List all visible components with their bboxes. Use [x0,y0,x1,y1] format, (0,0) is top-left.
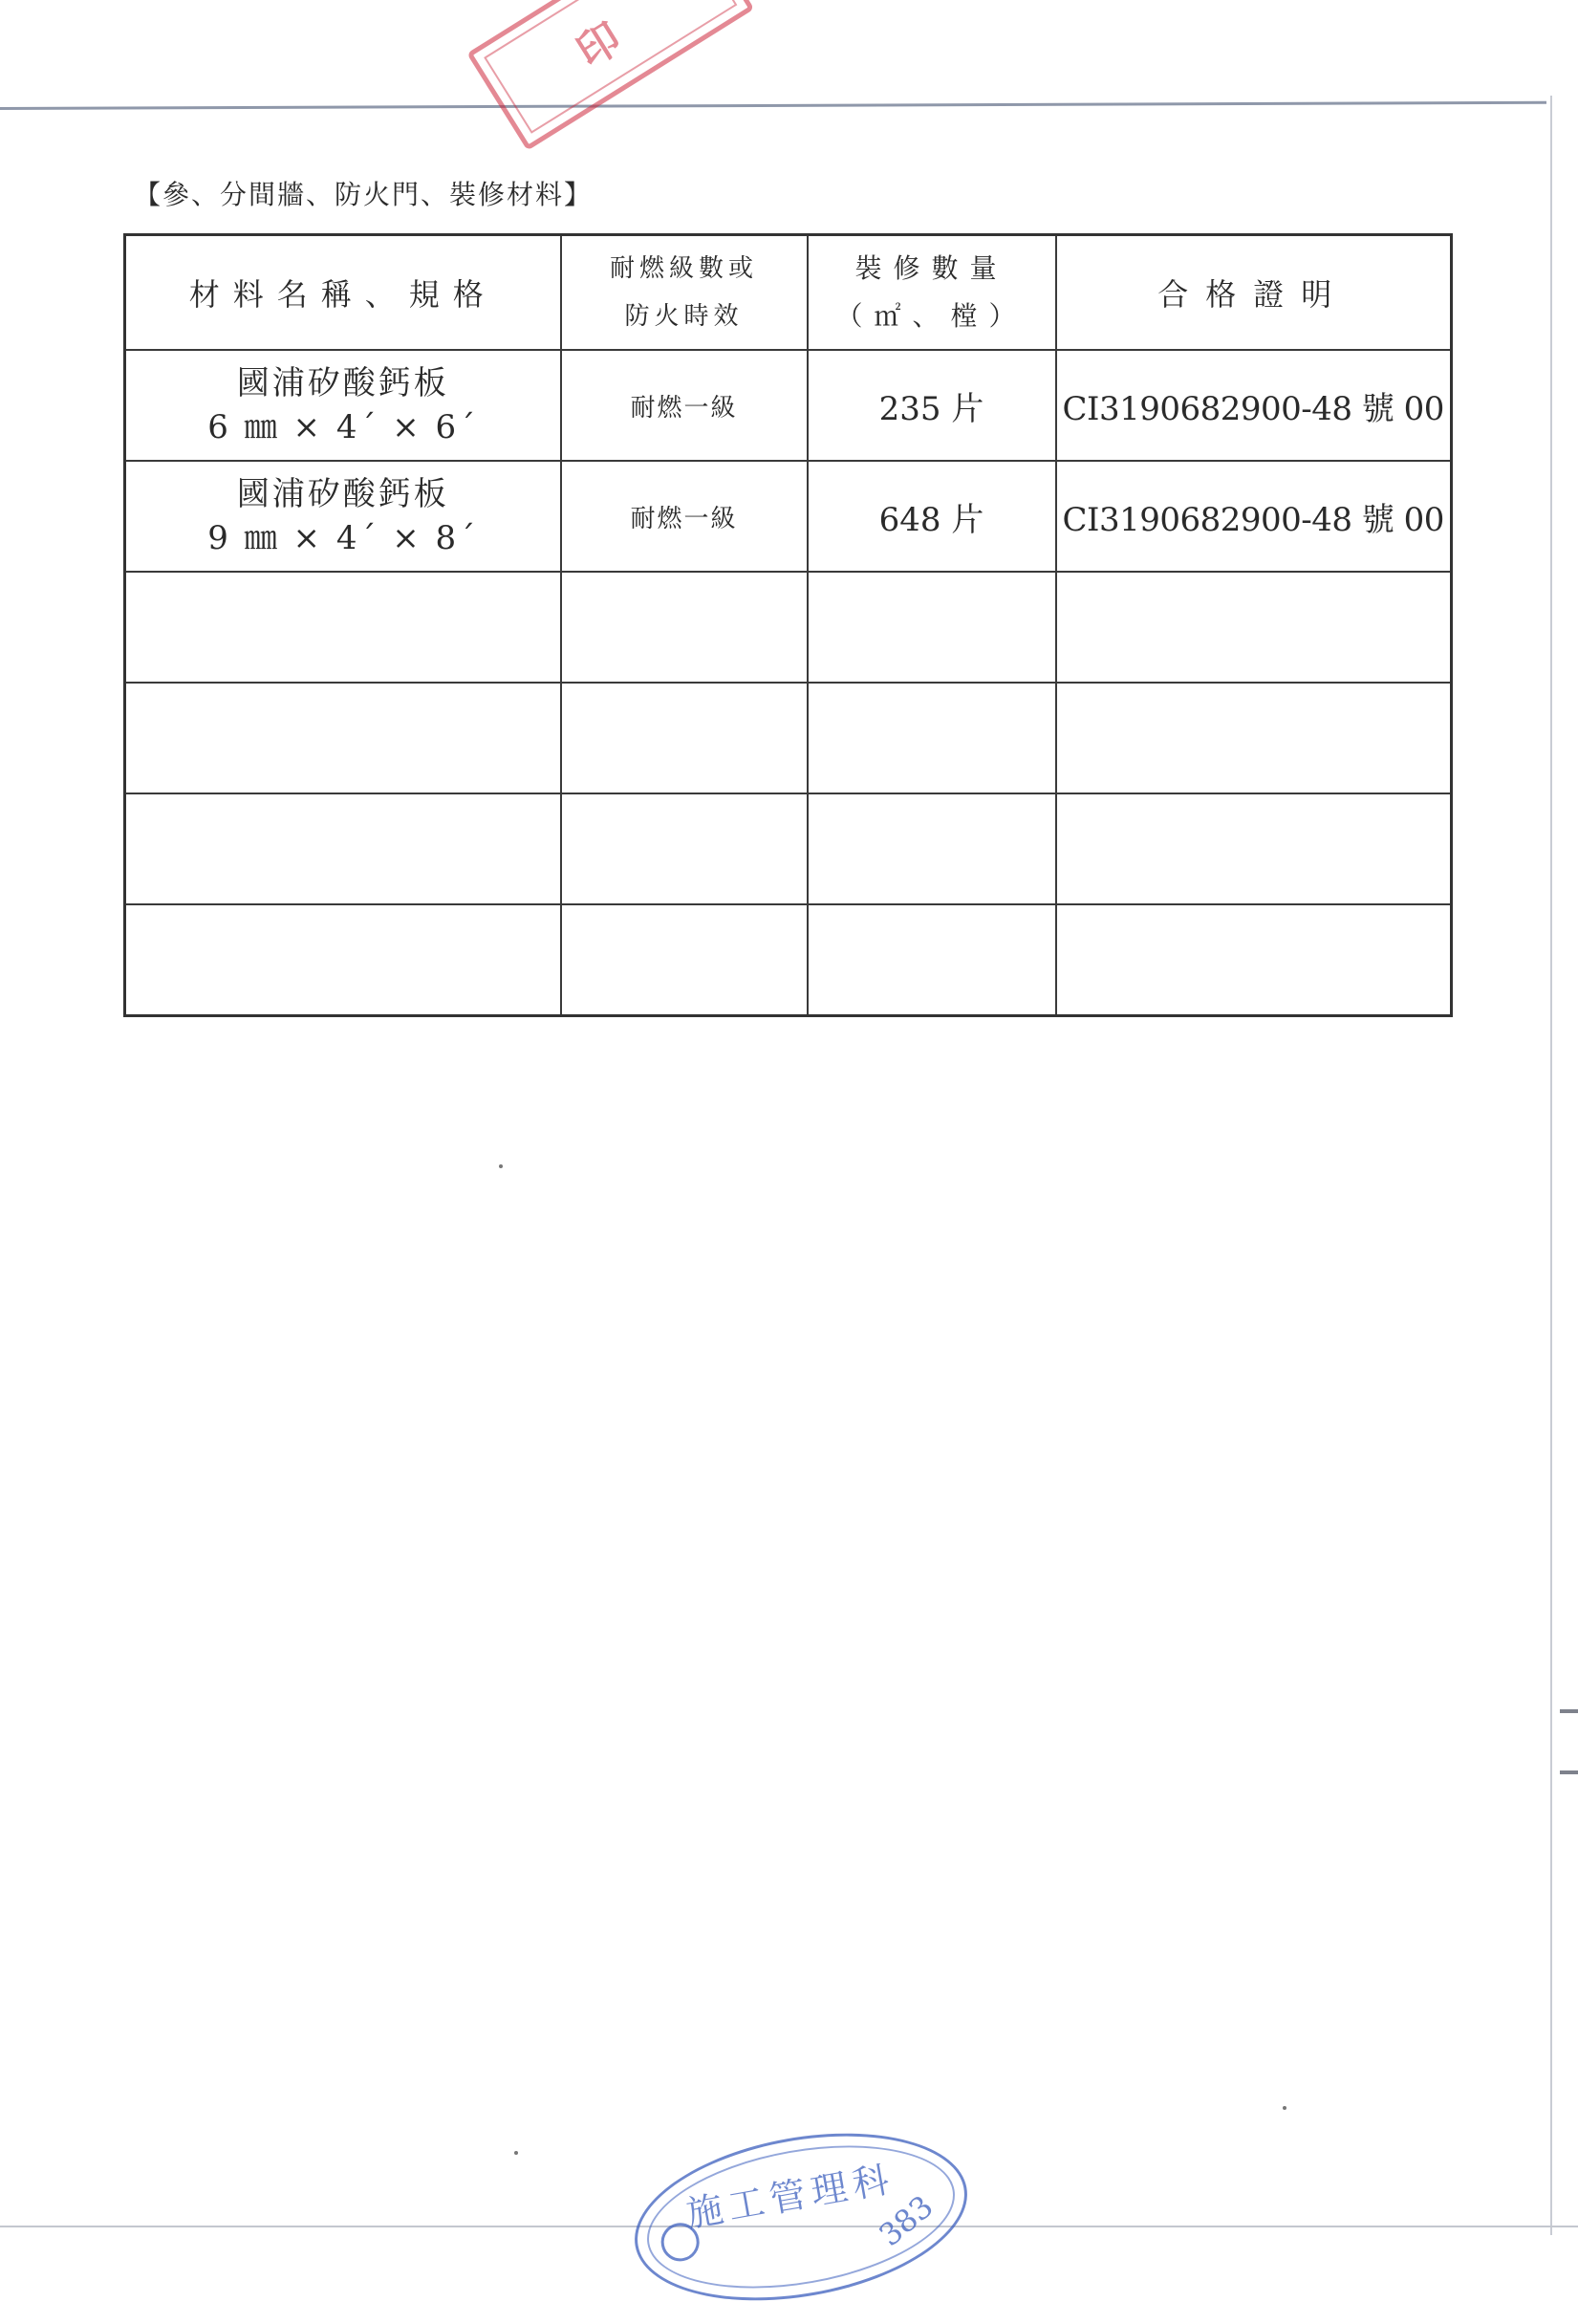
header-certificate: 合格證明 [1056,235,1452,351]
fire-grade-cell: 耐燃一級 [561,350,808,461]
red-seal-stamp [430,0,799,193]
margin-tick [1560,1709,1578,1713]
empty-cell [1056,572,1452,683]
blue-stamp-inner-ring [636,2124,965,2310]
page-bottom-edge [0,2226,1578,2227]
empty-cell [125,683,561,793]
empty-table-row [125,793,1452,904]
empty-cell [1056,904,1452,1016]
blue-stamp-number: 383 [872,2187,940,2254]
quantity-cell: 235 片 [808,350,1056,461]
table-row [125,350,1452,461]
empty-table-row [125,572,1452,683]
empty-cell [561,904,808,1016]
scan-speck [514,2151,518,2155]
header-material-name: 材料名稱、規格 [125,235,561,351]
blue-stamp-text: 施工管理科 [682,2157,898,2236]
header-fire-line2: 防火時效 [624,302,744,331]
header-fire-rating [561,235,808,351]
empty-table-row [125,683,1452,793]
material-name-cell [125,350,561,461]
header-fire-line1: 耐燃級數或 [609,254,758,283]
empty-cell [561,793,808,904]
blue-official-stamp [621,2110,980,2324]
empty-cell [561,683,808,793]
empty-cell [125,793,561,904]
scan-speck [499,1164,503,1168]
header-qty-line2: （㎡、樘） [835,300,1027,332]
header-qty-line1: 裝修數量 [854,252,1008,284]
material-name: 國浦矽酸鈣板 [236,475,449,513]
red-seal-char: 印 [568,13,631,77]
quantity-cell: 648 片 [808,461,1056,572]
material-spec: 6 ㎜ × 4´ × 6´ [207,408,479,446]
certificate-cell: CI3190682900-48 號 00 [1056,461,1452,572]
empty-cell [125,904,561,1016]
material-name-cell [125,461,561,572]
certificate-cell: CI3190682900-48 號 00 [1056,350,1452,461]
fire-grade-cell: 耐燃一級 [561,461,808,572]
page-top-border [0,101,1546,110]
header-row [125,235,1452,351]
empty-cell [808,793,1056,904]
table-row [125,461,1452,572]
material-name: 國浦矽酸鈣板 [236,364,449,402]
page-right-edge [1550,96,1552,2235]
empty-cell [125,572,561,683]
empty-table-row [125,904,1452,1016]
empty-cell [808,683,1056,793]
empty-cell [561,572,808,683]
empty-cell [1056,683,1452,793]
scan-speck [1283,2106,1286,2110]
materials-table [123,233,1453,1017]
red-seal-frame [466,0,754,151]
margin-tick [1560,1770,1578,1774]
empty-cell [808,904,1056,1016]
section-title: 【參、分間牆、防火門、裝修材料】 [134,179,594,210]
empty-cell [1056,793,1452,904]
empty-cell [808,572,1056,683]
header-quantity [808,235,1056,351]
material-spec: 9 ㎜ × 4´ × 8´ [207,519,479,557]
